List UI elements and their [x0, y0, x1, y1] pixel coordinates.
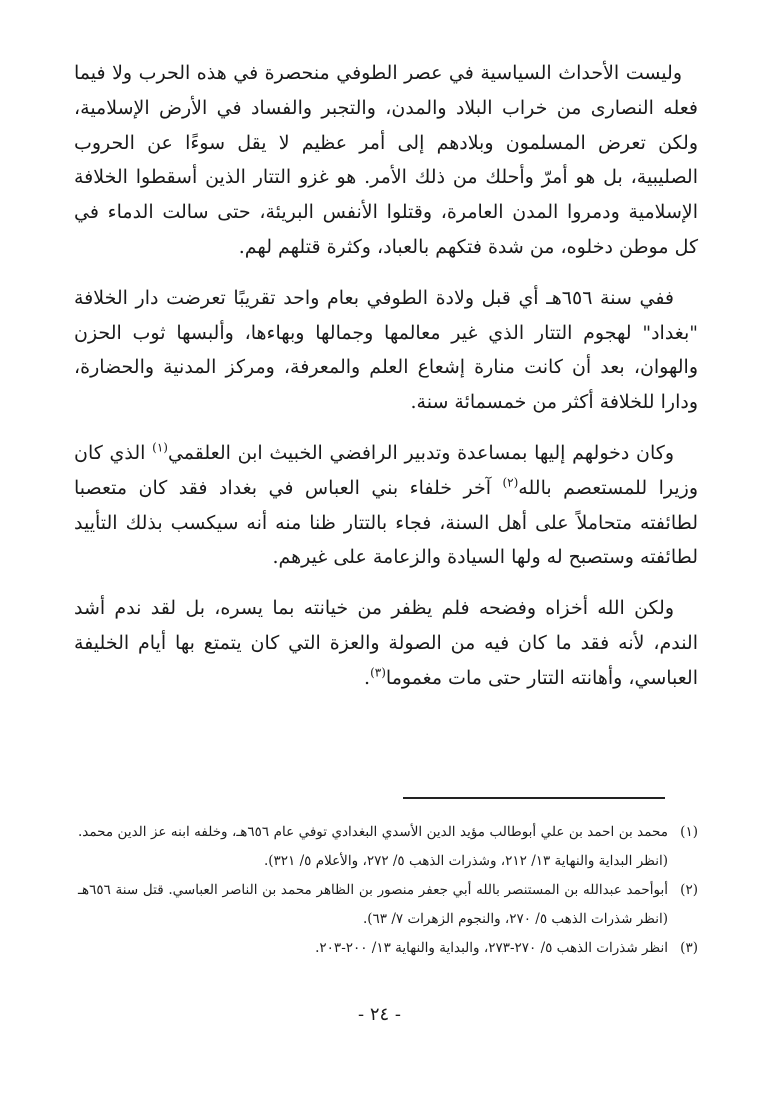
footnote-divider [403, 797, 665, 799]
main-text [74, 56, 698, 712]
paragraph-text: . [364, 666, 371, 689]
footnote-number: (١) [680, 824, 698, 840]
footnote-number: (٢) [680, 882, 698, 898]
page-number: - ٢٤ - [358, 1004, 401, 1025]
footnotes [78, 818, 698, 963]
footnote-text: أبوأحمد عبدالله بن المستنصر بالله أبي جعفر منصور بن الظاهر محمد بن الناصر العباسي. قتل سنة ٦٥٦هـ (انظر شذرات الذهب ٥/ ٢٧٠، والنجوم الزهرات ٧/ ٦٣). [78, 882, 668, 927]
paragraph [74, 436, 698, 575]
paragraph [74, 281, 698, 420]
paragraph-text: ولكن الله أخزاه وفضحه فلم يظفر من خيانته بما يسره، بل لقد ندم أشد الندم، لأنه فقد ما كان فيه من الصولة والعزة التي كان يتمتع بها أيام الخليفة العباسي، وأهانته التتار حتى مات مغموما [74, 597, 698, 689]
paragraph [74, 56, 698, 265]
footnote-ref-3[interactable]: (٣) [370, 665, 386, 680]
footnote-text: محمد بن احمد بن علي أبوطالب مؤيد الدين الأسدي البغدادي توفي عام ٦٥٦هـ، وخلفه ابنه عز الدين محمد. (انظر البداية والنهاية ١٣/ ٢١٢، وشذرات الذهب ٥/ ٢٧٢، والأعلام ٥/ ٣٢١). [78, 824, 668, 869]
paragraph [74, 591, 698, 695]
footnote-number: (٣) [680, 940, 698, 956]
paragraph-text: الذي كان وزيرا للمستعصم بالله [74, 441, 698, 499]
footnote-ref-2[interactable]: (٢) [502, 475, 519, 490]
paragraph-text: ففي سنة ٦٥٦هـ أي قبل ولادة الطوفي بعام واحد تقريبًا تعرضت دار الخلافة "بغداد" لهجوم التتار الذي غير معالمها وجمالها وبهاءها، وألبسها ثوب الحزن والهوان، بعد أن كانت منارة إشعاع العلم والمعرفة، ومركز المدنية والحضارة، ودارا للخلافة أكثر من خمسمائة سنة. [74, 286, 698, 414]
footnote-3 [78, 934, 698, 963]
footnote-1 [78, 818, 698, 876]
footnote-ref-1[interactable]: (١) [152, 440, 168, 455]
paragraph-text: وليست الأحداث السياسية في عصر الطوفي منحصرة في هذه الحرب ولا فيما فعله النصارى من خراب البلاد والمدن، والتجبر والفساد في الأرض الإسلامية، ولكن تعرض المسلمون وبلادهم إلى أمر عظيم لا يقل سوءًا عن الحروب الصليبية، بل هو أمرّ وأحلك من ذلك الأمر. هو غزو التتار الذين أسقطوا الخلافة الإسلامية ودمروا المدن العامرة، وقتلوا الأنفس البريئة، حتى سالت الدماء في كل موطن دخلوه، من شدة فتكهم بالعباد، وكثرة قتلهم لهم. [74, 62, 698, 258]
paragraph-text: آخر خلفاء بني العباس في بغداد فقد كان متعصبا لطائفته متحاملاً على أهل السنة، فجاء بالتتار ظنا منه أنه سيكسب بذلك التأييد لطائفته وستصبح له ولها السيادة والزعامة على غيرهم. [74, 476, 698, 569]
paragraph-text: وكان دخولهم إليها بمساعدة وتدبير الرافضي الخبيث ابن العلقمي [167, 441, 675, 464]
footnote-2 [78, 876, 698, 934]
footnote-text: انظر شذرات الذهب ٥/ ٢٧٠-٢٧٣، والبداية والنهاية ١٣/ ٢٠٠-٢٠٣. [315, 940, 668, 956]
